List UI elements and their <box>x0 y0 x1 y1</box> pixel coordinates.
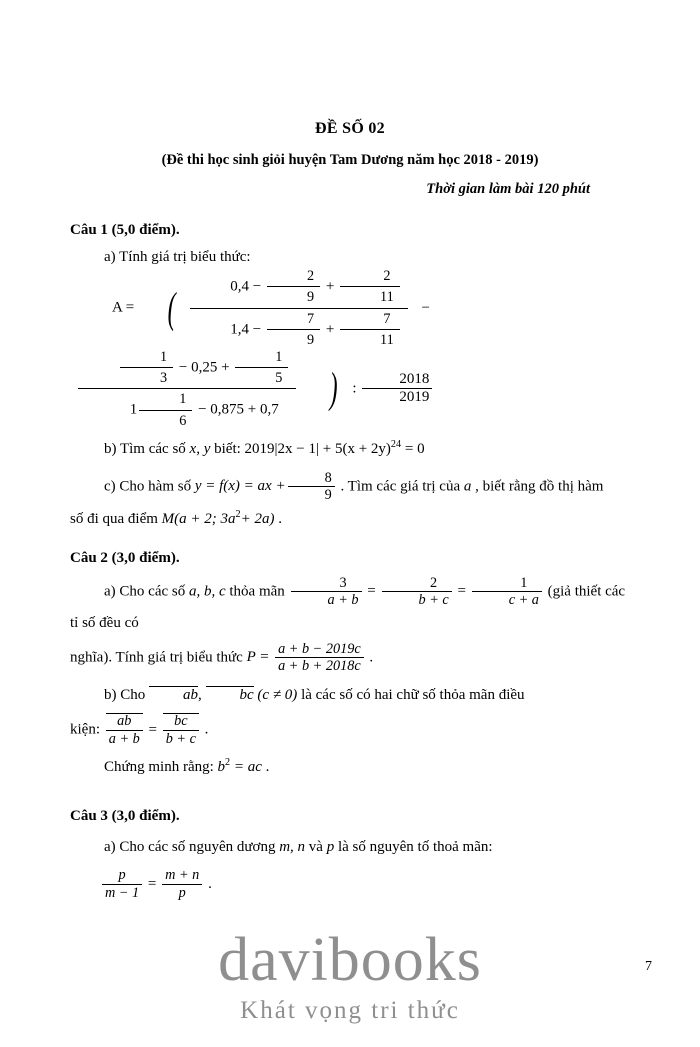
page-title: ĐỀ SỐ 02 <box>315 120 385 137</box>
question-2-heading: Câu 2 (3,0 điểm). <box>70 549 180 566</box>
question-2b-cont: kiện: $\frac{ab}{a + b}$ = $\frac{bc}{b + c}$ . <box>70 713 209 747</box>
two-digit-number-ab: ab <box>149 686 198 704</box>
question-1c: c) Cho hàm số y = f(x) = ax + $\frac{8}{9}$ . Tìm các giá trị của a , biết rằng đồ thị hàm <box>104 469 604 503</box>
exam-duration: Thời gian làm bài 120 phút <box>426 181 590 197</box>
question-1c-point: M(a + 2; $3a^2+ 2a$) <box>161 509 275 528</box>
exam-subtitle: (Đề thi học sinh giỏi huyện Tam Dương năm học 2018 - 2019) <box>161 152 539 168</box>
left-paren: ( <box>167 283 176 332</box>
question-1c-cont: số đi qua điểm M(a + 2; $3a^2+ 2a$) . <box>70 509 282 528</box>
question-3-heading: Câu 3 (3,0 điểm). <box>70 807 180 824</box>
question-2a-condition: $\frac{3}{a + b}$ = $\frac{2}{b + c}$ = $\frac{1}{c + a}$ <box>289 583 548 599</box>
watermark <box>0 926 700 1025</box>
big-fraction: 0,4 − $\frac{2}{9}$ + $\frac{2}{11}$ 1,4 − $\frac{7}{9}$ + $\frac{7}{11}$ <box>190 268 408 349</box>
question-1c-expression: y = f(x) = ax + $\frac{8}{9}$ <box>195 478 341 494</box>
question-2a: a) Cho các số a, b, c thỏa mãn $\frac{3}{a + b}$ = $\frac{2}{b + c}$ = $\frac{1}{c + a}$ (giả thiết các tỉ số đều có <box>70 574 626 631</box>
question-2b-conclusion: Chứng minh rằng: $b^2$ = ac . <box>104 757 270 776</box>
watermark-brand: davibooks <box>218 926 482 994</box>
watermark-tagline: Khát vọng tri thức <box>240 997 460 1024</box>
question-2b-equation: $\frac{ab}{a + b}$ = $\frac{bc}{b + c}$ <box>104 722 205 738</box>
question-3a-equation: $\frac{p}{m - 1}$ = $\frac{m + n}{p}$ . <box>70 867 630 901</box>
question-2a-expression-p: P = $\frac{a + b - 2019c}{a + b + 2018c}$ <box>247 649 370 665</box>
page-number: 7 <box>645 959 652 974</box>
question-1-heading: Câu 1 (5,0 điểm). <box>70 222 180 238</box>
question-1a-expression: A = ( 0,4 − $\frac{2}{9}$ + $\frac{2}{11}$ 1,4 − $\frac{7}{9}$ + $\frac{7}{11}$ − $\frac{1}{3}$ − 0,25 + $\frac{1}{5}$ 1 $\frac{1}{6}$ − 0,875 + 0,7 ) : $\frac{2018}{2019}$ <box>78 268 630 429</box>
question-2b: b) Cho ab, bc (c ≠ 0) là các số có hai chữ số thỏa mãn điều <box>104 686 525 703</box>
question-1a-label: a) Tính giá trị biểu thức: <box>104 249 251 265</box>
question-1b-expression: $2019|2x - 1| + 5(x + 2y)^{24} = 0$ <box>244 439 425 457</box>
question-1b: b) Tìm các số x, y biết: $2019|2x - 1| + 5(x + 2y)^{24} = 0$ <box>104 439 425 457</box>
question-3a: a) Cho các số nguyên dương m, n và p là số nguyên tố thoả mãn: <box>104 838 493 855</box>
question-1a <box>70 247 630 429</box>
right-paren: ) <box>329 364 338 413</box>
big-fraction-2: $\frac{1}{3}$ − 0,25 + $\frac{1}{5}$ 1 $\frac{1}{6}$ − 0,875 + 0,7 <box>78 349 296 430</box>
question-2a-cont: nghĩa). Tính giá trị biểu thức P = $\frac{a + b - 2019c}{a + b + 2018c}$ . <box>70 641 374 675</box>
two-digit-number-bc: bc <box>206 686 254 704</box>
